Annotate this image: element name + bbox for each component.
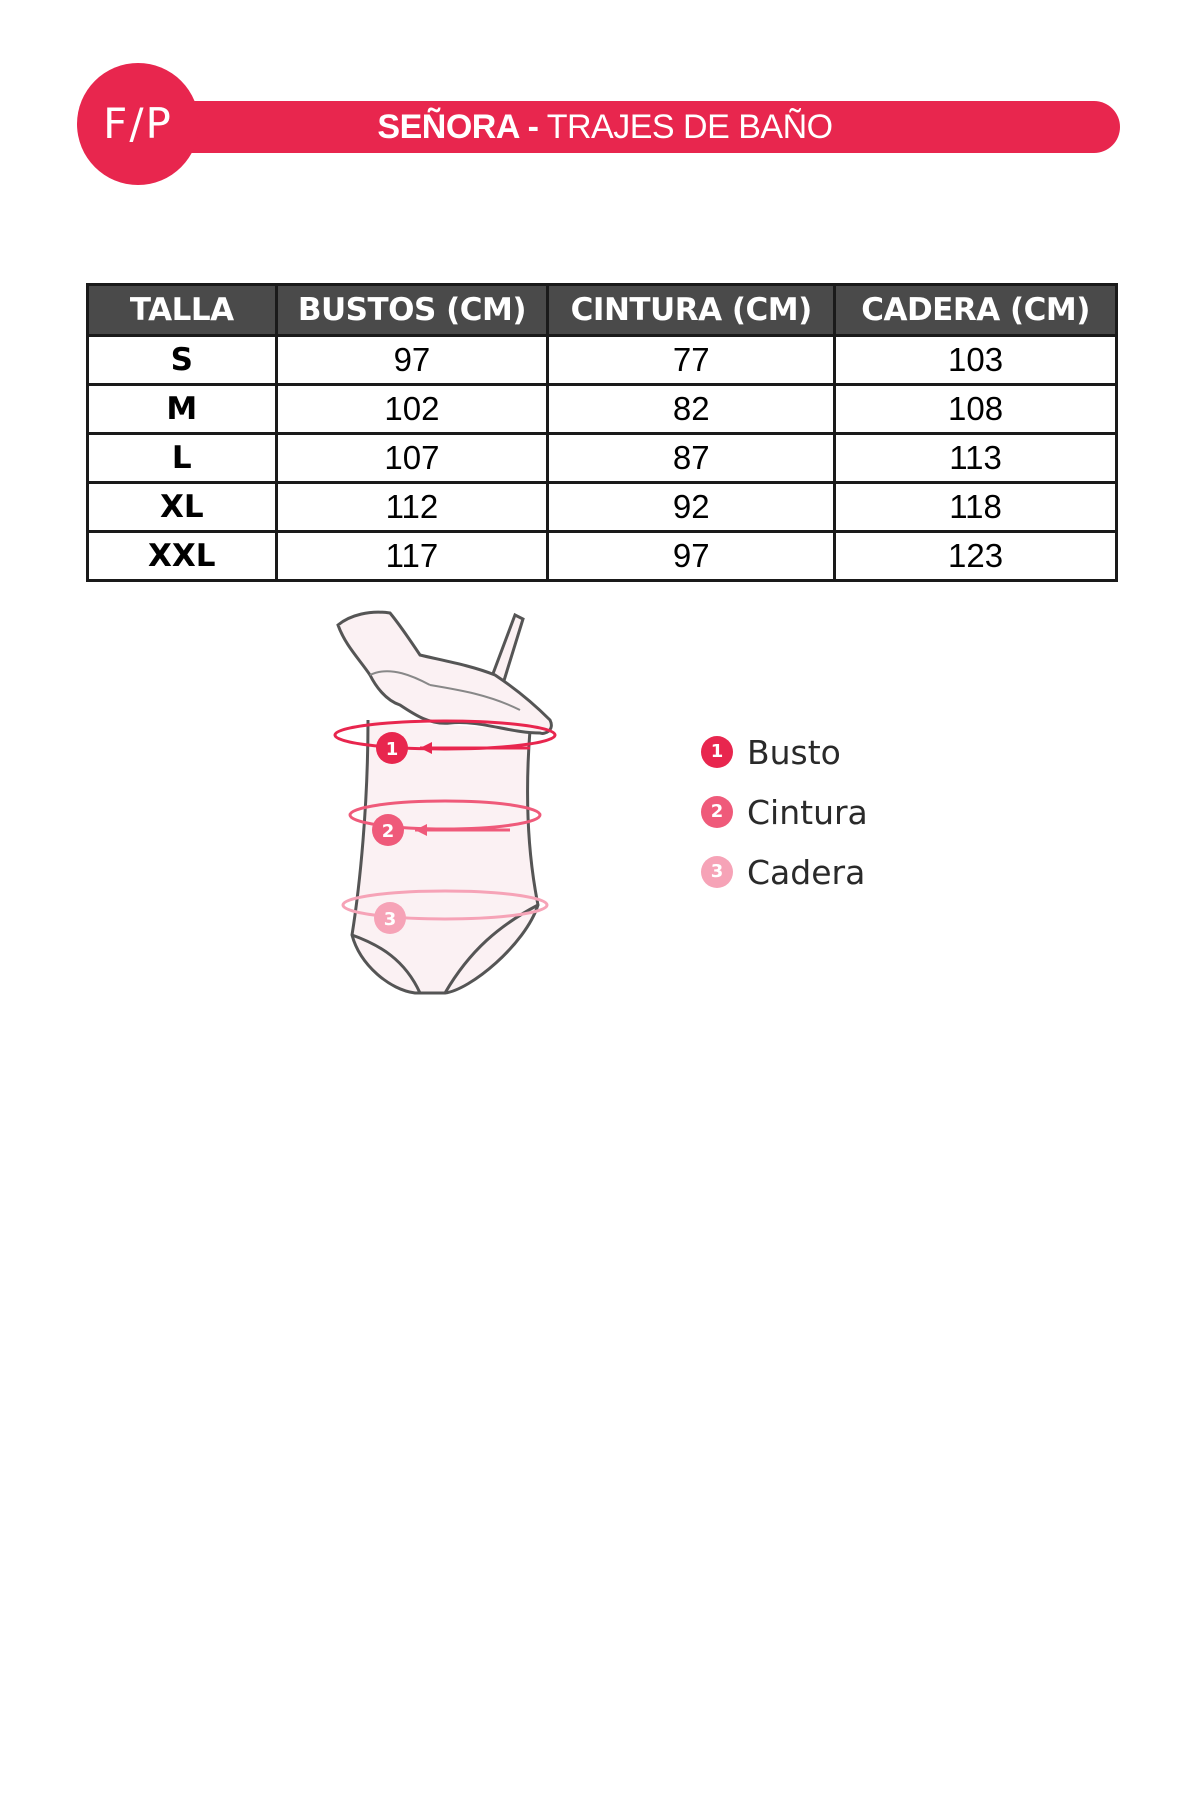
- size-cell: XL: [88, 483, 277, 532]
- column-header-bustos: BUSTOS (CM): [276, 285, 548, 336]
- header-banner: [150, 101, 1120, 153]
- column-header-cintura: CINTURA (CM): [548, 285, 835, 336]
- measurement-legend: [701, 722, 1001, 902]
- page-title: [150, 101, 1060, 153]
- table-row: [88, 336, 1117, 385]
- size-table: [86, 283, 1118, 582]
- swimsuit-icon: [320, 605, 600, 1005]
- legend-badge-2: 2: [701, 796, 733, 828]
- busto-cell: 117: [276, 532, 548, 581]
- cintura-cell: 77: [548, 336, 835, 385]
- cadera-cell: 118: [835, 483, 1117, 532]
- title-strong: SEÑORA -: [377, 108, 539, 146]
- legend-item-cadera: [701, 842, 1001, 902]
- table-row: [88, 532, 1117, 581]
- title-light: TRAJES DE BAÑO: [538, 108, 833, 146]
- cadera-cell: 113: [835, 434, 1117, 483]
- brand-logo-text: F/P: [103, 99, 173, 148]
- busto-cell: 112: [276, 483, 548, 532]
- size-cell: M: [88, 385, 277, 434]
- legend-label-busto: Busto: [747, 732, 841, 772]
- cintura-cell: 92: [548, 483, 835, 532]
- table-row: [88, 483, 1117, 532]
- legend-item-busto: [701, 722, 1001, 782]
- cadera-cell: 123: [835, 532, 1117, 581]
- size-cell: S: [88, 336, 277, 385]
- legend-label-cadera: Cadera: [747, 852, 866, 892]
- legend-badge-3: 3: [701, 856, 733, 888]
- cintura-cell: 87: [548, 434, 835, 483]
- column-header-talla: TALLA: [88, 285, 277, 336]
- cadera-cell: 103: [835, 336, 1117, 385]
- cadera-cell: 108: [835, 385, 1117, 434]
- legend-label-cintura: Cintura: [747, 792, 868, 832]
- table-row: [88, 434, 1117, 483]
- table-header-row: [88, 285, 1117, 336]
- brand-logo: [77, 63, 199, 185]
- table-row: [88, 385, 1117, 434]
- busto-cell: 107: [276, 434, 548, 483]
- busto-cell: 102: [276, 385, 548, 434]
- legend-item-cintura: [701, 782, 1001, 842]
- column-header-cadera: CADERA (CM): [835, 285, 1117, 336]
- hip-marker-label: 3: [383, 909, 397, 930]
- swimsuit-body: [352, 720, 538, 993]
- size-cell: XXL: [88, 532, 277, 581]
- busto-cell: 97: [276, 336, 548, 385]
- cintura-cell: 97: [548, 532, 835, 581]
- swimsuit-illustration: [320, 605, 600, 1005]
- size-cell: L: [88, 434, 277, 483]
- bust-marker-label: 1: [385, 739, 399, 760]
- cintura-cell: 82: [548, 385, 835, 434]
- legend-badge-1: 1: [701, 736, 733, 768]
- waist-marker-label: 2: [381, 821, 395, 842]
